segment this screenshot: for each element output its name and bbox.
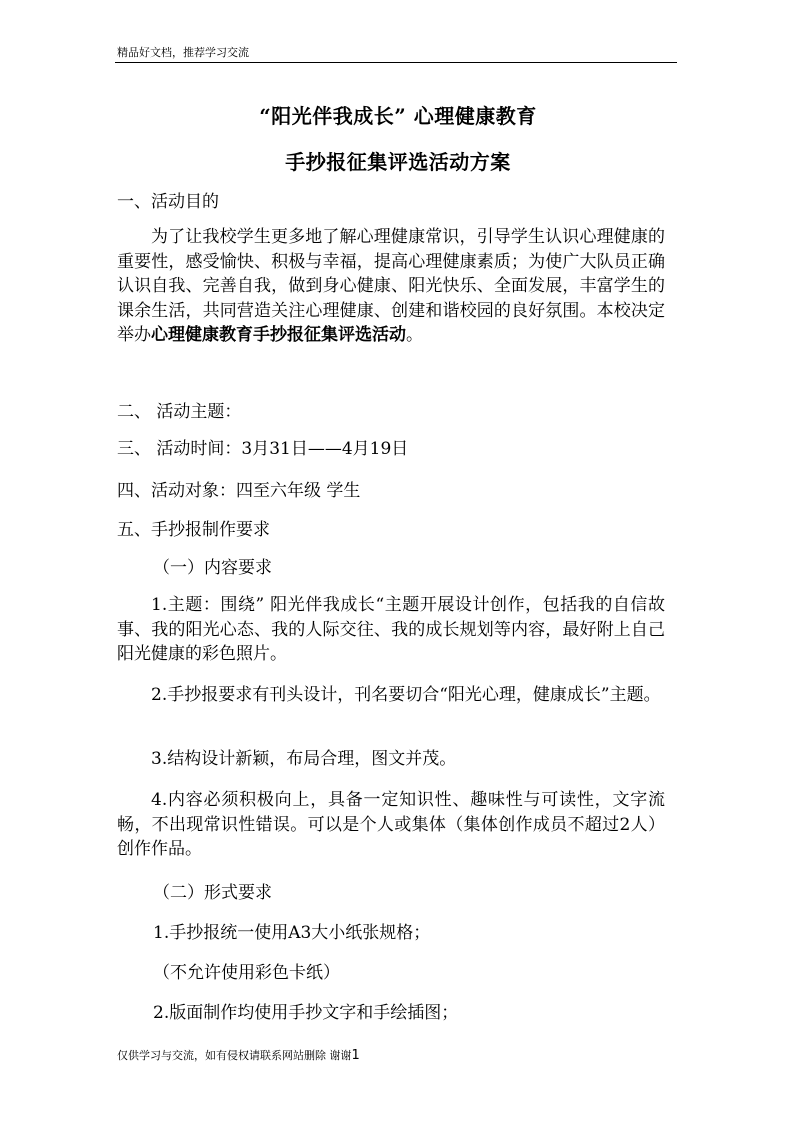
section-5-sub-1: （一）内容要求: [153, 558, 272, 578]
page-number: 1: [351, 1048, 360, 1063]
section-2-heading: 二、 活动主题：: [117, 402, 242, 422]
document-title-line-1: “阳光伴我成长” 心理健康教育: [259, 104, 537, 128]
section-1-paragraph: [117, 225, 665, 348]
content-item-2: 2.手抄报要求有刊头设计，刊名要切合“阳光心理，健康成长”主题。: [151, 685, 661, 705]
form-item-1: 1.手抄报统一使用A3大小纸张规格；: [153, 923, 431, 943]
document-title-line-2: 手抄报征集评选活动方案: [285, 150, 511, 174]
section-1-bold-text: 心理健康教育手抄报征集评选活动: [151, 325, 406, 346]
section-1-heading: 一、活动目的: [117, 192, 219, 212]
section-5-sub-2: （二）形式要求: [153, 883, 272, 903]
form-item-1-note: （不允许使用彩色卡纸）: [153, 963, 340, 983]
section-4-heading: 四、活动对象：四至六年级 学生: [117, 481, 361, 501]
header-note: 精品好文档，推荐学习交流: [117, 46, 249, 59]
section-1-end: 。: [406, 325, 423, 346]
section-5-heading: 五、手抄报制作要求: [117, 520, 270, 540]
form-item-2: 2.版面制作均使用手抄文字和手绘插图；: [153, 1003, 459, 1023]
content-item-1: 1.主题：围绕” 阳光伴我成长“主题开展设计创作，包括我的自信故事、我的阳光心态、我的人际交往、我的成长规划等内容，最好附上自己阳光健康的彩色照片。: [117, 595, 665, 665]
header-divider: [115, 62, 677, 63]
section-3-heading: 三、 活动时间：3月31日——4月19日: [117, 439, 409, 459]
footer-note: [117, 1047, 360, 1063]
content-item-4: 4.内容必须积极向上，具备一定知识性、趣味性与可读性，文字流畅，不出现常识性错误。可以是个人或集体（集体创作成员不超过2人）创作作品。: [117, 790, 665, 860]
section-1-text: 为了让我校学生更多地了解心理健康常识，引导学生认识心理健康的重要性，感受愉快、积极与幸福，提高心理健康素质；为使广大队员正确认识自我、完善自我，做到身心健康、阳光快乐、全面发展，丰富学生的课余生活，共同营造关注心理健康、创建和谐校园的良好氛围。本校决定举办: [117, 227, 665, 346]
footer-text: 仅供学习与交流，如有侵权请联系网站删除 谢谢: [117, 1049, 352, 1062]
content-item-3: 3.结构设计新颖，布局合理，图文并茂。: [151, 749, 457, 769]
